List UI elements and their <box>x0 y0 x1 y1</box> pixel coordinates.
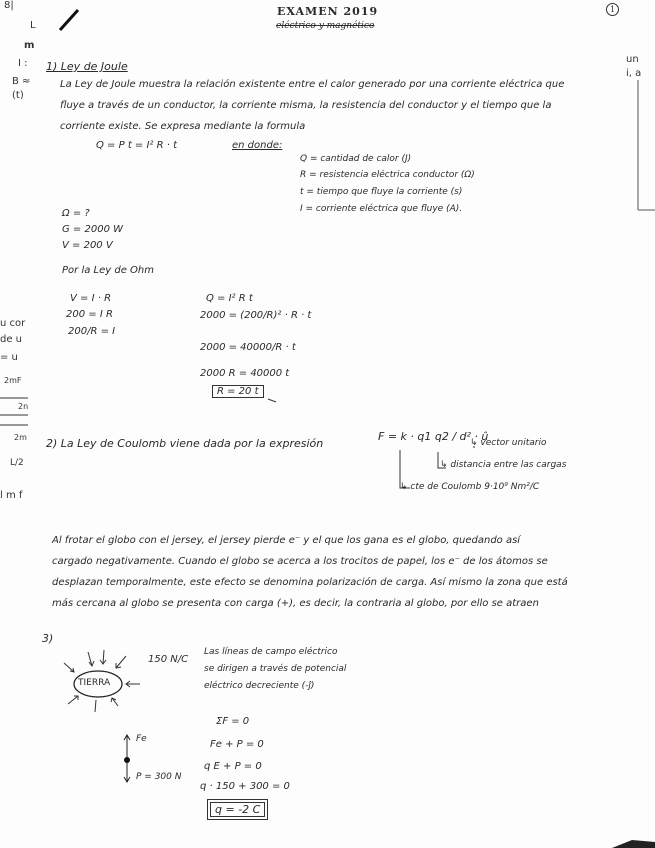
equation: ΣF = 0 <box>216 716 250 727</box>
coulomb-label: ↳ distancia entre las cargas <box>440 460 567 470</box>
definition: R = resistencia eléctrica conductor (Ω) <box>300 170 475 180</box>
definition: Q = cantidad de calor (J) <box>300 154 412 164</box>
q2-line: más cercana al globo se presenta con carga (+), es decir, la contraria al globo, por ello se atraen <box>52 598 539 609</box>
calc-step: Q = I² R t <box>206 293 253 304</box>
field-value: 150 N/C <box>148 654 189 665</box>
resistance-result: R = 20 t <box>212 385 264 398</box>
force-label: Fe <box>136 734 147 744</box>
calc-step: 2000 R = 40000 t <box>200 368 290 379</box>
q1-line: La Ley de Joule muestra la relación existente entre el calor generado por una corriente eléctrica que <box>60 79 565 90</box>
given-value: G = 2000 W <box>62 224 124 235</box>
earth-label: TIERRA <box>78 678 111 688</box>
cut-fragment: = u <box>0 352 18 363</box>
equation: q E + P = 0 <box>204 761 262 772</box>
field-note: eléctrico decreciente (-ĵ) <box>204 681 315 691</box>
given-value: V = 200 V <box>62 240 113 251</box>
equation: Fe + P = 0 <box>210 739 264 750</box>
q2-line: cargado negativamente. Cuando el globo se acerca a los trocitos de papel, los e⁻ de los átomos se <box>52 556 548 567</box>
cut-fragment: l m f <box>0 490 23 501</box>
cut-fragment: un <box>626 54 639 65</box>
calc-step: 2000 = (200/R)² · R · t <box>200 310 312 321</box>
q2-paragraph <box>52 530 622 614</box>
margin-mark: B ≈ <box>12 76 31 87</box>
margin-mark: (t) <box>12 90 24 101</box>
margin-mark: 8| <box>4 0 14 11</box>
joule-formula: Q = P t = I² R · t <box>96 140 178 151</box>
cut-fragment: 2n <box>18 402 29 411</box>
margin-mark: m <box>24 40 35 51</box>
ohm-step: 200/R = I <box>68 326 116 337</box>
margin-mark: L <box>30 20 36 31</box>
cut-fragment: i, a <box>626 68 642 79</box>
exam-subtitle: eléctrico y magnético <box>276 21 375 31</box>
q2-line: Al frotar el globo con el jersey, el jersey pierde e⁻ y el que los gana es el globo, quedando así <box>52 535 521 546</box>
charge-result: q = -2 C <box>210 802 265 817</box>
coulomb-label: ↳ cte de Coulomb 9·10⁹ Nm²/C <box>400 482 540 492</box>
q2-line: desplazan temporalmente, este efecto se denomina polarización de carga. Así mismo la zona que está <box>52 577 568 588</box>
q2-intro: 2) La Ley de Coulomb viene dada por la expresión <box>46 437 324 450</box>
q1-line: fluye a través de un conductor, la corriente misma, la resistencia del conductor y el tiempo que la <box>60 100 552 111</box>
definition: t = tiempo que fluye la corriente (s) <box>300 187 463 197</box>
cut-fragment: u cor <box>0 318 26 329</box>
q1-heading: 1) Ley de Joule <box>46 60 128 73</box>
en-donde-label: en donde: <box>232 140 283 151</box>
corner-blot <box>612 840 655 848</box>
given-value: Ω = ? <box>62 208 90 219</box>
field-note: se dirigen a través de potencial <box>204 664 347 674</box>
coulomb-label: ↳ vector unitario <box>470 438 547 448</box>
charge-dot <box>124 757 130 763</box>
q1-paragraph <box>60 74 605 137</box>
coulomb-formula: F = k · q1 q2 / d² · û <box>378 430 489 443</box>
ohm-step: 200 = I R <box>66 309 113 320</box>
weight-label: P = 300 N <box>136 772 182 782</box>
slash-mark <box>60 10 78 30</box>
ohm-intro: Por la Ley de Ohm <box>62 265 154 276</box>
cut-fragment: de u <box>0 334 23 345</box>
calc-step: 2000 = 40000/R · t <box>200 342 296 353</box>
field-note: Las líneas de campo eléctrico <box>204 647 338 657</box>
definition: I = corriente eléctrica que fluye (A). <box>300 204 463 214</box>
cut-fragment: L/2 <box>10 458 24 468</box>
ohm-step: V = I · R <box>70 293 112 304</box>
page-number: 1 <box>606 3 619 16</box>
cut-fragment: 2m <box>14 433 27 442</box>
cut-fragment: 2mF <box>4 376 22 385</box>
q1-line: corriente existe. Se expresa mediante la formula <box>60 121 306 132</box>
q3-label: 3) <box>42 632 54 645</box>
exam-title: EXAMEN 2019 <box>277 5 379 18</box>
margin-mark: I : <box>18 58 28 69</box>
equation: q · 150 + 300 = 0 <box>200 781 290 792</box>
